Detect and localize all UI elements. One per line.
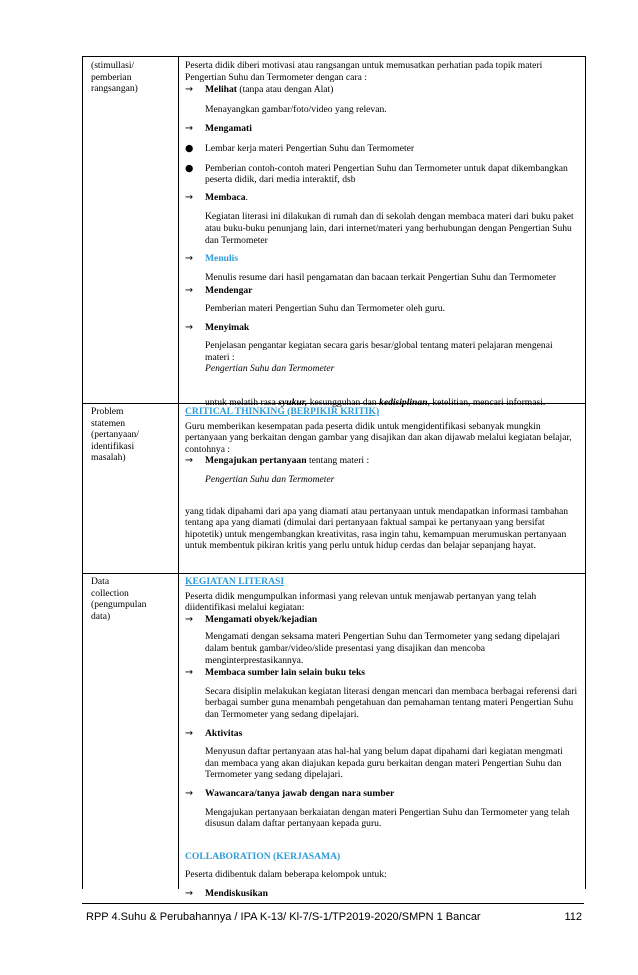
closing-text: yang tidak dipahami dari apa yang diamati atau pertanyaan untuk mendapatkan informasi tambahan tentang apa yang diamati (dimulai dari pertanyaan faktual sampai ke pertanyaan yang bersifat hipotetik) untuk mengembangkan kreativitas, rasa ingin tahu, kemampuan merumuskan pertanyaan untuk membentuk pikiran kritis yang perlu untuk hidup cerdas dan belajar sepanjang hayat. bbox=[185, 505, 569, 552]
stage-label bbox=[91, 576, 175, 622]
list-item bbox=[185, 123, 579, 135]
list-item bbox=[185, 84, 579, 96]
list-item bbox=[185, 614, 579, 626]
label-line: rangsangan) bbox=[91, 83, 138, 95]
list-item bbox=[185, 728, 579, 740]
closing-part: , ketelitian, mencari informasi. bbox=[427, 396, 546, 408]
item-title: Mengamati obyek/kejadian bbox=[205, 613, 318, 625]
intro-text: Peserta didik diberi motivasi atau rangsangan untuk memusatkan perhatian pada topik materi Pengertian Suhu dan Termometer dengan cara : bbox=[185, 60, 543, 83]
stage-label bbox=[91, 60, 175, 95]
closing-part: kedisiplinan bbox=[379, 396, 428, 408]
item-body: Pemberian materi Pengertian Suhu dan Termometer oleh guru. bbox=[205, 302, 445, 314]
arrow-icon: → bbox=[185, 321, 194, 333]
arrow-icon: → bbox=[185, 123, 194, 135]
footer-title: RPP 4.Suhu & Perubahannya / IPA K-13/ Kl-7/S-1/TP2019-2020/SMPN 1 Bancar bbox=[86, 911, 481, 923]
stage-content bbox=[185, 406, 579, 552]
item-title: Wawancara/tanya jawab dengan nara sumber bbox=[205, 787, 395, 799]
arrow-icon: → bbox=[185, 613, 194, 625]
column-divider bbox=[178, 574, 179, 889]
arrow-icon: → bbox=[185, 285, 194, 297]
arrow-icon: → bbox=[185, 253, 194, 265]
arrow-icon: → bbox=[185, 667, 194, 679]
item-body: Secara disiplin melakukan kegiatan literasi dengan mencari dan membaca berbagai referensi dari berbagai sumber guna menambah pengetahuan dan pemahaman tentang materi Pengertian Suhu dan Termometer yang sedang dipelajari. bbox=[205, 685, 578, 720]
label-line: pemberian bbox=[91, 71, 132, 83]
item-body: Pemberian contoh-contoh materi Pengertian Suhu dan Termometer untuk dapat dikembangkan peserta didik, dari media interaktif, dsb bbox=[205, 162, 568, 186]
item-title: Mendiskusikan bbox=[205, 887, 268, 899]
item-body: Penjelasan pengantar kegiatan secara garis besar/global tentang materi pelajaran mengenai materi : bbox=[205, 340, 553, 363]
arrow-icon: → bbox=[185, 727, 194, 739]
bullet-icon: ● bbox=[185, 162, 194, 174]
closing-part: syukur, bbox=[278, 396, 308, 408]
item-body: Menyusun daftar pertanyaan atas hal-hal yang belum dapat dipahami dari kegiatan mengmati dan membaca yang akan diajukan kepada guru berkaitan dengan materi Pengertian Suhu dan Termometer yang sedang dipelajari. bbox=[205, 746, 563, 781]
section-heading: CRITICAL THINKING (BERPIKIR KRITIK) bbox=[185, 406, 380, 417]
column-divider bbox=[178, 404, 179, 573]
label-line: Data bbox=[91, 576, 110, 587]
item-title: Mengajukan pertanyaan bbox=[205, 455, 307, 467]
item-body: Mengajukan pertanyaan berkaiatan dengan materi Pengertian Suhu dan Termometer yang telah disusun dalam daftar pertanyaan kepada guru. bbox=[205, 806, 570, 830]
label-line: Problem bbox=[91, 406, 124, 417]
item-note: . bbox=[245, 191, 248, 203]
row-problem-statement bbox=[83, 404, 585, 574]
list-item bbox=[185, 143, 579, 155]
item-title: Menyimak bbox=[205, 321, 250, 333]
list-item bbox=[185, 192, 579, 204]
list-item bbox=[185, 667, 579, 679]
lesson-table bbox=[82, 56, 586, 899]
item-body: Menulis resume dari hasil pengamatan dan bacaan terkait Pengertian Suhu dan Termometer bbox=[205, 271, 557, 283]
item-title: Membaca bbox=[205, 191, 246, 203]
intro-text: Peserta didik mengumpulkan informasi yang relevan untuk menjawab pertanyan yang telah diidentifikasi melalui kegiatan: bbox=[185, 590, 537, 614]
item-body: Lembar kerja materi Pengertian Suhu dan Termometer bbox=[205, 142, 415, 154]
row-stimulus bbox=[83, 57, 585, 408]
section-heading: COLLABORATION (KERJASAMA) bbox=[185, 850, 341, 862]
label-line: masalah) bbox=[91, 452, 126, 464]
list-item bbox=[185, 888, 579, 900]
label-line: collection bbox=[91, 587, 129, 599]
page-number: 112 bbox=[564, 911, 582, 923]
stage-content bbox=[185, 60, 579, 408]
row-data-collection bbox=[83, 574, 585, 899]
arrow-icon: → bbox=[185, 455, 194, 467]
label-line: (stimullasi/ bbox=[91, 60, 135, 71]
list-item bbox=[185, 253, 579, 265]
arrow-icon: → bbox=[185, 191, 194, 203]
label-line: data) bbox=[91, 610, 111, 622]
item-body: Menayangkan gambar/foto/video yang relevan. bbox=[205, 103, 387, 115]
section-heading: KEGIATAN LITERASI bbox=[185, 576, 285, 587]
footer-divider bbox=[82, 903, 584, 904]
item-title: Membaca sumber lain selain buku teks bbox=[205, 667, 366, 679]
item-note: tentang materi : bbox=[306, 455, 370, 467]
closing-part: untuk melatih rasa bbox=[205, 396, 279, 408]
label-line: (pengumpulan bbox=[91, 599, 147, 611]
list-item bbox=[185, 455, 579, 467]
bullet-icon: ● bbox=[185, 142, 194, 154]
list-item bbox=[185, 285, 579, 297]
list-item bbox=[185, 163, 579, 186]
item-title: Mengamati bbox=[205, 123, 252, 135]
label-line: (pertanyaan/ bbox=[91, 429, 139, 441]
item-body: Kegiatan literasi ini dilakukan di rumah dan di sekolah dengan membaca materi dari buku paket atau buku-buku penunjang lain, dari internet/materi yang berhubungan dengan Pengertian Suhu dan Termometer bbox=[205, 211, 574, 246]
intro-text: Guru memberikan kesempatan pada peserta didik untuk mengidentifikasi sebanyak mungkin pertanyaan yang berkaitan dengan gambar yang disajikan dan akan dijawab melalui kegiatan belajar, contohnya : bbox=[185, 420, 572, 455]
arrow-icon: → bbox=[185, 887, 194, 899]
item-title: Menulis bbox=[205, 253, 239, 265]
topic-text: Pengertian Suhu dan Termometer bbox=[205, 363, 335, 375]
arrow-icon: → bbox=[185, 84, 194, 96]
item-note: (tanpa atau dengan Alat) bbox=[236, 84, 334, 96]
intro-text: Peserta didibentuk dalam beberapa kelompok untuk: bbox=[185, 869, 387, 881]
label-line: statemen bbox=[91, 417, 126, 429]
stage-content bbox=[185, 576, 579, 899]
item-title: Mendengar bbox=[205, 285, 253, 297]
column-divider bbox=[178, 57, 179, 403]
label-line: identifikasi bbox=[91, 440, 135, 452]
list-item bbox=[185, 788, 579, 800]
item-title: Melihat bbox=[205, 84, 237, 96]
stage-label bbox=[91, 406, 175, 464]
item-body: Mengamati dengan seksama materi Pengertian Suhu dan Termometer yang sedang dipelajari dalam bentuk gambar/video/slide presentasi yang disajikan dan mencoba menginterprestasikannya. bbox=[205, 631, 561, 666]
list-item bbox=[185, 322, 579, 334]
closing-part: kesungguhan dan bbox=[307, 396, 380, 408]
arrow-icon: → bbox=[185, 787, 194, 799]
topic-text: Pengertian Suhu dan Termometer bbox=[205, 473, 335, 485]
item-title: Aktivitas bbox=[205, 727, 243, 739]
